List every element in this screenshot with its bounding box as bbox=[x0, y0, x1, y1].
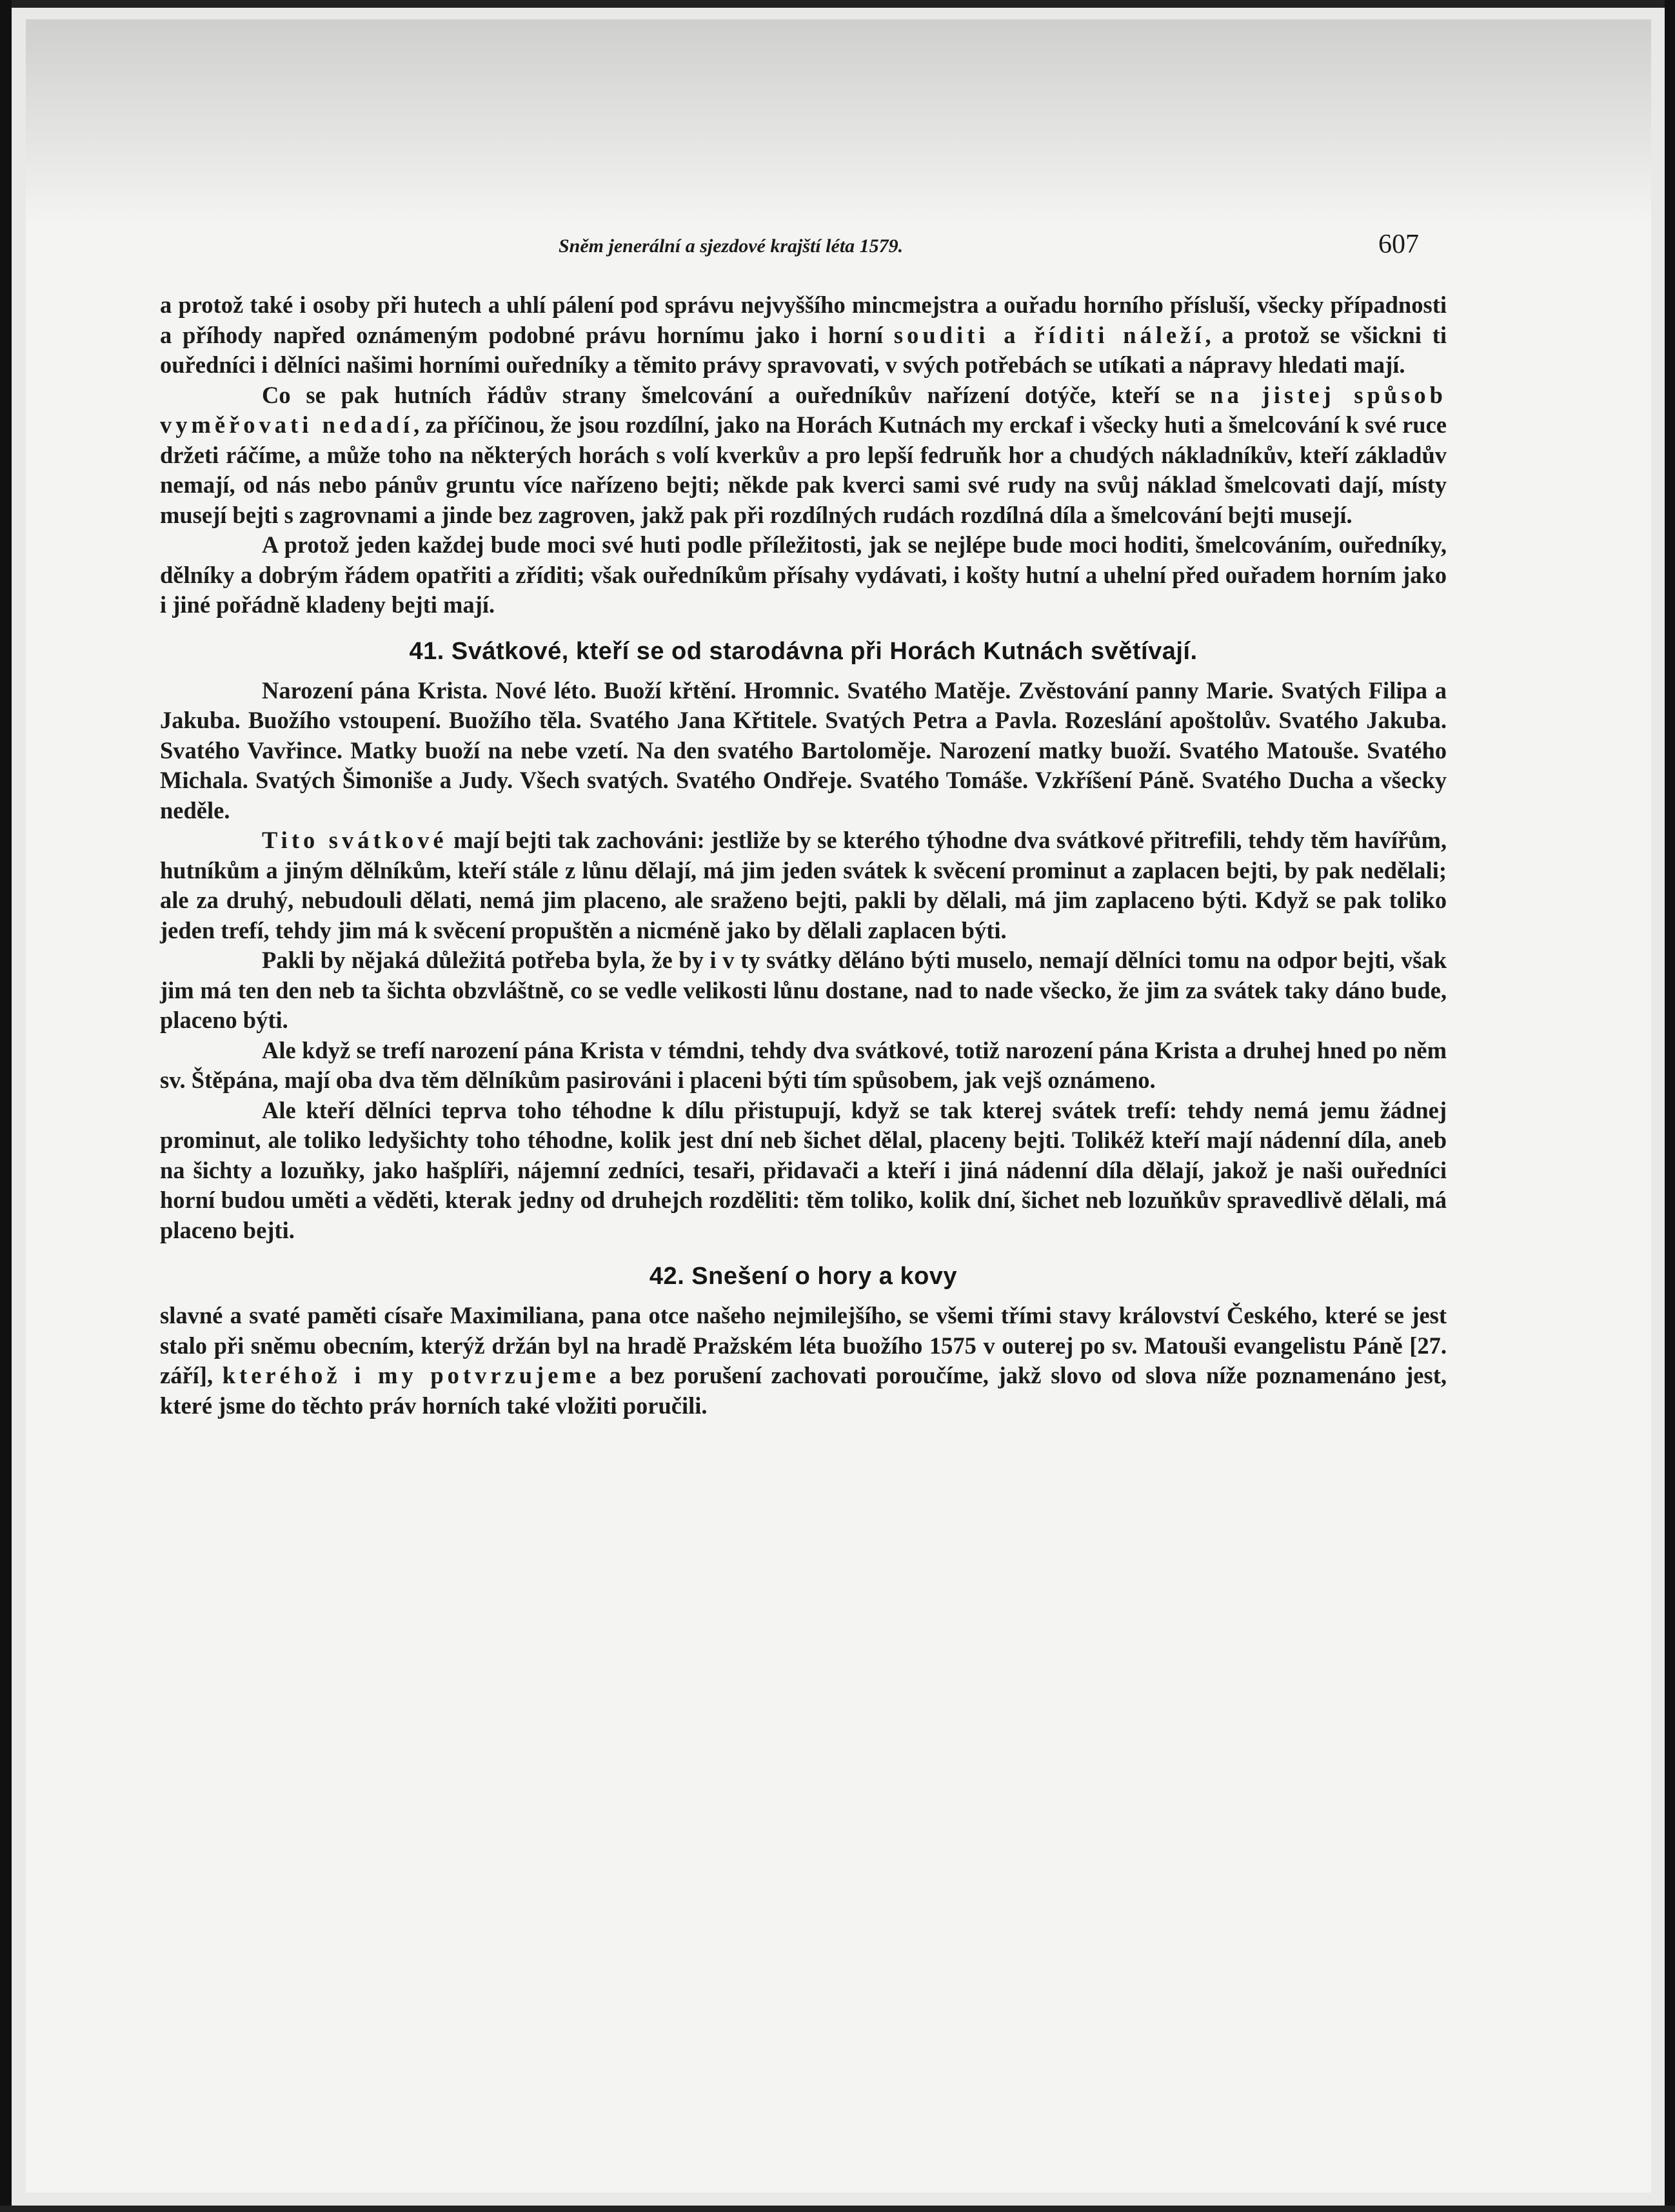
paragraph: Ale když se trefí narození pána Krista v témdni, tehdy dva svátkové, totiž narození pána Krista a druhej hned po něm sv. Štěpána, mají oba dva těm dělníkům pasirováni i placeni býti tím spůsobem, jak vejš oznámeno. bbox=[160, 1036, 1447, 1093]
section-heading-42: 42. Snešení o hory a kovy bbox=[649, 1263, 958, 1290]
paragraph bbox=[160, 380, 1447, 531]
book-page bbox=[26, 19, 1651, 2193]
scan-edge-left bbox=[0, 0, 12, 2212]
page-body bbox=[160, 290, 1447, 1421]
paragraph-text: mají bejti tak zachováni: jestliže by se kterého týhodne dva svátkové přitrefili, tehdy těm havířům, hutníkům a jiným dělníkům, kteří stále z lůnu dělají, má jim jeden svátek k svěcení prominut a zaplacen bejti, by pak nedělali; ale za druhý, nebudouli dělati, nemá jim placeno, ale sraženo bejti, pakli by dělali, má jim zaplaceno býti. Když se pak toliko jeden trefí, tehdy jim má k svěcení propuštěn a nicméně jako by dělali zaplacen býti. bbox=[160, 827, 1447, 943]
scan-edge-right bbox=[1665, 0, 1675, 2212]
paragraph-text: slavné a svaté paměti císaře Maximiliana, pana otce našeho nejmilejšího, se všemi třími stavy království Českého, které se jest stalo při sněmu obecním, kterýž držán byl na hradě Pražském léta buožího 1575 v outerej po sv. Matouši evangelistu Páně [27. září], bbox=[160, 1302, 1447, 1388]
paragraph-text: , a protož se všickni ti ouředníci i dělníci našimi horními ouředníky a těmito právy spravovati, v svých potřebách se utíkati a nápravy hledati mají. bbox=[160, 321, 1447, 378]
paragraph: Narození pána Krista. Nové léto. Buoží křtění. Hromnic. Svatého Matěje. Zvěstování panny Marie. Svatých Filipa a Jakuba. Buožího vstoupení. Buožího těla. Svatého Jana Křtitele. Svatých Petra a Pavla. Rozeslání apoštolův. Svatého Jakuba. Svatého Vavřince. Matky buoží na nebe vzetí. Na den svatého Bartoloměje. Narození matky buoží. Svatého Matouše. Svatého Michala. Svatých Šimoniše a Judy. Všech svatých. Svatého Ondřeje. Svatého Tomáše. Vzkříšení Páně. Svatého Ducha a všecky neděle. bbox=[160, 676, 1447, 824]
paragraph-text: a protož také i osoby při hutech a uhlí pálení pod správu nejvyššího mincmejstra a ouřadu horního přísluší, všecky případnosti a příhody napřed oznámeným podobné právu hornímu jako i horní bbox=[160, 291, 1447, 348]
paragraph: Pakli by nějaká důležitá potřeba byla, že by i v ty svátky děláno býti muselo, nemají dělníci tomu na odpor bejti, však jim má ten den neb ta šichta obzvláštně, co se vedle velikosti lůnu dostane, nad to nade všecko, že jim za svátek taky dáno bude, placeno býti. bbox=[160, 947, 1447, 1033]
spaced-emphasis: Tito svátkové bbox=[262, 827, 448, 853]
running-title: Sněm jenerální a sjezdové krajští léta 1579. bbox=[559, 235, 904, 257]
spaced-emphasis: souditi a říditi náleží bbox=[893, 321, 1205, 348]
page-number: 607 bbox=[1378, 230, 1419, 259]
paragraph-text: a bez porušení zachovati poroučíme, jakž slovo od slova níže poznamenáno jest, které jsme do těchto práv horních také vložiti poručili. bbox=[160, 1362, 1447, 1419]
paragraph bbox=[160, 825, 1447, 945]
spaced-emphasis: kteréhož i my potvrzujeme bbox=[222, 1362, 600, 1388]
page-header bbox=[26, 230, 1651, 274]
paragraph-text: Co se pak hutních řádův strany šmelcování a ouředníkův nařízení dotýče, kteří se bbox=[262, 381, 1211, 408]
spaced-emphasis: na jistej spůsob vyměřovati nedadí bbox=[160, 381, 1447, 438]
paragraph bbox=[160, 290, 1447, 380]
paragraph bbox=[160, 1301, 1447, 1421]
paragraph-text: , za příčinou, že jsou rozdílní, jako na Horách Kutnách my erckaf i všecky huti a šmelcování k své ruce držeti ráčíme, a může toho na některých horách s volí kverkův a pro lepší fedruňk hor a chudých nákladníkův, kteří základův nemají, od nás nebo pánův gruntu více nařízeno bejti; někde pak kverci sami své rudy na svůj náklad šmelcovati dají, místy musejí bejti s zagrovnami a jinde bez zagroven, jakž pak při rozdílných rudách rozdílná díla a šmelcování bejti musejí. bbox=[160, 411, 1447, 528]
scan-edge-top bbox=[0, 0, 1675, 8]
paragraph: Ale kteří dělníci teprva toho téhodne k dílu přistupují, když se tak kterej svátek trefí: tehdy nemá jemu žádnej prominut, ale toliko ledyšichty toho téhodne, kolik jest dní neb šichet dělal, placeny bejti. Tolikéž kteří mají nádenní díla, aneb na šichty a lozuňky, jako hašplíři, nájemní zedníci, tesaři, přidavači a kteří i jiná nádenní díla dělají, jakož je naši ouředníci horní budou uměti a věděti, kterak jedny od druhejch rozděliti: těm toliko, kolik dní, šichet neb lozuňkův spravedlivě dělali, má placeno bejti. bbox=[160, 1096, 1447, 1243]
scan-edge-bottom bbox=[0, 2206, 1675, 2212]
paragraph: A protož jeden každej bude moci své huti podle příležitosti, jak se nejlépe bude moci hoditi, šmelcováním, ouředníky, dělníky a dobrým řádem opatřiti a zříditi; však ouředníkům přísahy vydávati, i košty hutní a uhelní před ouřadem horním jako i jiné pořádně kladeny bejti mají. bbox=[160, 531, 1447, 618]
section-heading-41: 41. Svátkové, kteří se od starodávna při Horách Kutnách světívají. bbox=[409, 637, 1198, 665]
page-shadow bbox=[26, 19, 1651, 226]
